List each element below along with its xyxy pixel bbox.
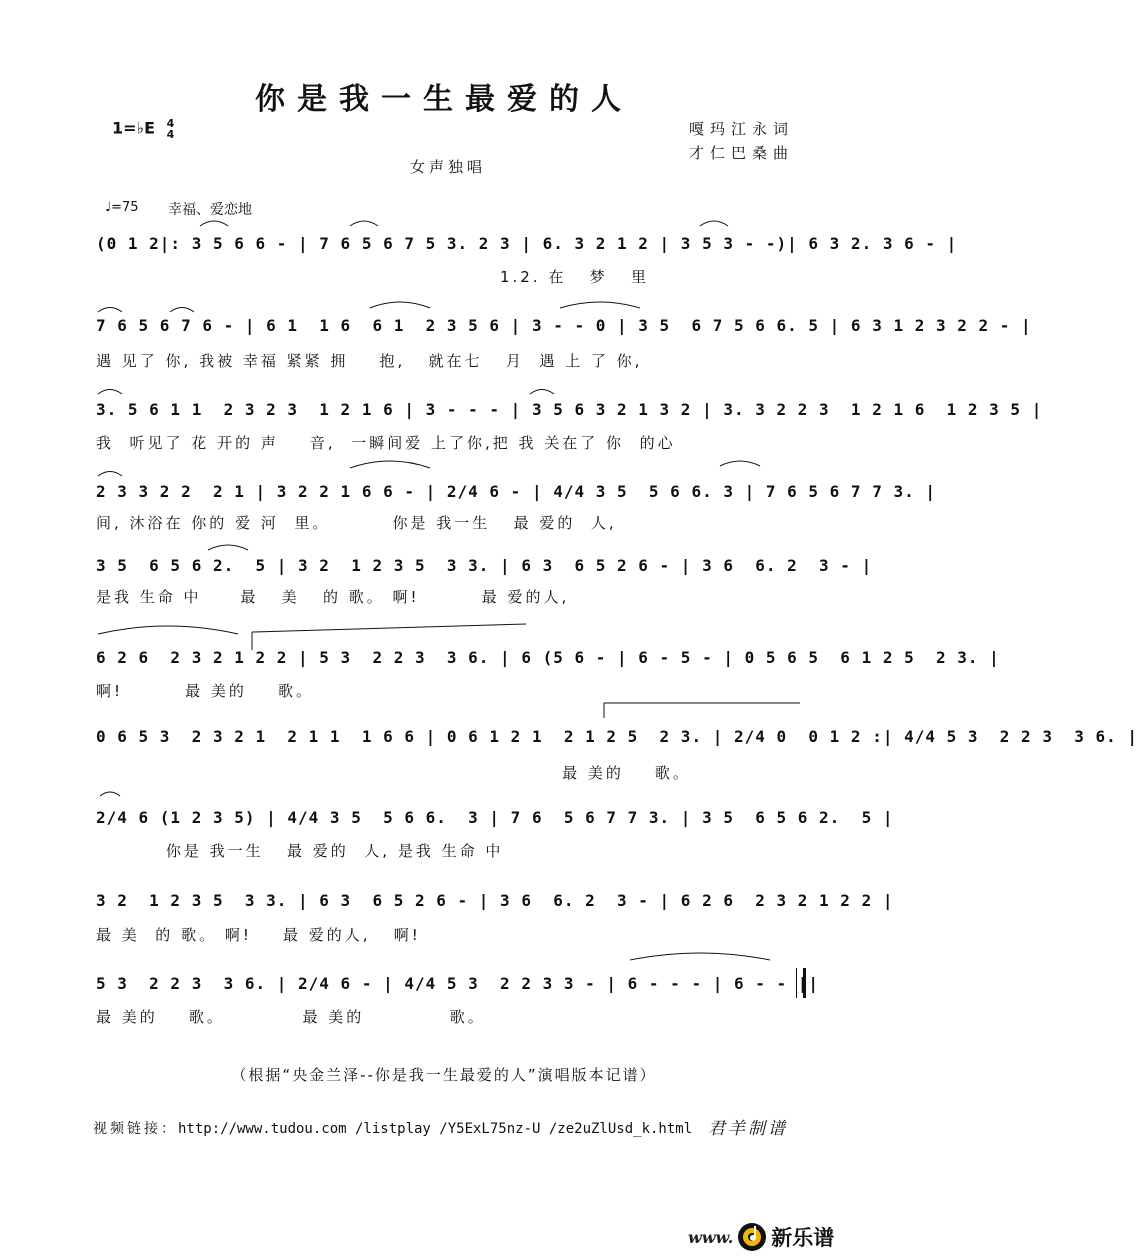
notation-line: 3. 5 6 1 1 2 3 2 3 1 2 1 6 | 3 - - - | 3 5 6 3 2 1 3 2 | 3. 3 2 2 3 1 2 1 6 1 2 3 5 | bbox=[96, 400, 1043, 419]
lyric-line: 我 听见了 花 开的 声 音, 一瞬间爱 上了你,把 我 关在了 你 的心 bbox=[96, 434, 676, 452]
lyric-line: 最 美的 歌。 最 美的 歌。 bbox=[96, 1008, 486, 1026]
volta-bracket-1 bbox=[252, 624, 526, 632]
slur-arc bbox=[200, 221, 228, 226]
slur-arc bbox=[98, 626, 238, 634]
notation-line: 6 2 6 2 3 2 1 2 2 | 5 3 2 2 3 3 6. | 6 (5 6 - | 6 - 5 - | 0 5 6 5 6 1 2 5 2 3. | bbox=[96, 648, 1000, 667]
video-link-row bbox=[93, 1118, 692, 1138]
slur-arc bbox=[98, 308, 122, 313]
notation-line: 2 3 3 2 2 2 1 | 3 2 2 1 6 6 - | 2/4 6 - | 4/4 3 5 5 6 6. 3 | 7 6 5 6 7 7 3. | bbox=[96, 482, 936, 501]
slur-arc bbox=[350, 461, 430, 468]
slur-arc bbox=[350, 221, 378, 226]
notation-line: (0 1 2|: 3 5 6 6 - | 7 6 5 6 7 5 3. 2 3 | 6. 3 2 1 2 | 3 5 3 - -)| 6 3 2. 3 6 - | bbox=[96, 234, 958, 253]
site-watermark bbox=[688, 1222, 834, 1252]
expression-marking: 幸福、爱恋地 bbox=[168, 202, 252, 218]
notation-line: 3 2 1 2 3 5 3 3. | 6 3 6 5 2 6 - | 3 6 6. 2 3 - | 6 2 6 2 3 2 1 2 2 | bbox=[96, 891, 894, 910]
watermark-site-name: 新乐谱 bbox=[771, 1226, 835, 1250]
lyricist-credit: 嘎玛江永词 bbox=[688, 120, 794, 138]
notation-line: 3 5 6 5 6 2. 5 | 3 2 1 2 3 5 3 3. | 6 3 6 5 2 6 - | 3 6 6. 2 3 - | bbox=[96, 556, 873, 575]
slur-arc bbox=[530, 390, 554, 395]
lyric-line: 啊! 最 美的 歌。 bbox=[96, 682, 314, 700]
lyric-line: 1.2. 在 梦 里 bbox=[96, 268, 649, 286]
slur-arc bbox=[98, 472, 122, 477]
tempo-marking: ♩=75 bbox=[105, 200, 139, 215]
watermark-prefix: www. bbox=[688, 1227, 734, 1247]
notation-line: 0 6 5 3 2 3 2 1 2 1 1 1 6 6 | 0 6 1 2 1 2 1 2 5 2 3. | 2/4 0 0 1 2 :| 4/4 5 3 2 2 3 3 6. | bbox=[96, 727, 1138, 746]
record-disc-icon bbox=[737, 1222, 767, 1252]
slur-arc bbox=[208, 545, 248, 550]
lyric-line: 是我 生命 中 最 美 的 歌。 啊! 最 爱的人, bbox=[96, 588, 570, 606]
slur-arc bbox=[100, 792, 120, 796]
song-title: 你是我一生最爱的人 bbox=[255, 82, 633, 117]
slur-arc bbox=[720, 461, 760, 466]
notation-line: 2/4 6 (1 2 3 5) | 4/4 3 5 5 6 6. 3 | 7 6 5 6 7 7 3. | 3 5 6 5 6 2. 5 | bbox=[96, 808, 894, 827]
lyric-line: 最 美 的 歌。 啊! 最 爱的人, 啊! bbox=[96, 926, 421, 944]
transcription-source-note: （根据“央金兰泽--你是我一生最爱的人”演唱版本记谱） bbox=[231, 1066, 657, 1084]
time-top: 4 bbox=[166, 117, 175, 130]
composer-credit: 才仁巴桑曲 bbox=[688, 144, 794, 162]
slur-arc bbox=[98, 390, 122, 395]
lyric-line: 你是 我一生 最 爱的 人, 是我 生命 中 bbox=[96, 842, 504, 860]
video-link-label: 视频链接： bbox=[93, 1121, 178, 1137]
lyric-line: 遇 见了 你, 我被 幸福 紧紧 拥 抱, 就在七 月 遇 上 了 你, bbox=[96, 352, 643, 370]
slur-arc bbox=[170, 308, 194, 313]
lyric-line: 间, 沐浴在 你的 爱 河 里。 你是 我一生 最 爱的 人, bbox=[96, 514, 617, 532]
notation-line: 5 3 2 2 3 3 6. | 2/4 6 - | 4/4 5 3 2 2 3 3 - | 6 - - - | 6 - - || bbox=[96, 974, 820, 993]
slur-arc bbox=[630, 953, 770, 960]
slur-arc bbox=[700, 221, 728, 226]
slur-arc bbox=[560, 302, 640, 308]
transcriber-signature: 君羊制谱 bbox=[708, 1119, 788, 1139]
voice-type: 女声独唱 bbox=[410, 158, 487, 176]
key-label: 1=♭E bbox=[112, 118, 156, 138]
lyric-line: 最 美的 歌。 bbox=[96, 764, 691, 782]
slur-arc bbox=[370, 302, 430, 308]
video-link-url[interactable]: http://www.tudou.com /listplay /Y5ExL75nz-U /ze2uZlUsd_k.html bbox=[178, 1121, 693, 1137]
time-bottom: 4 bbox=[166, 128, 175, 141]
notation-line: 7 6 5 6 7 6 - | 6 1 1 6 6 1 2 3 5 6 | 3 - - 0 | 3 5 6 7 5 6 6. 5 | 6 3 1 2 3 2 2 - | bbox=[96, 316, 1032, 335]
